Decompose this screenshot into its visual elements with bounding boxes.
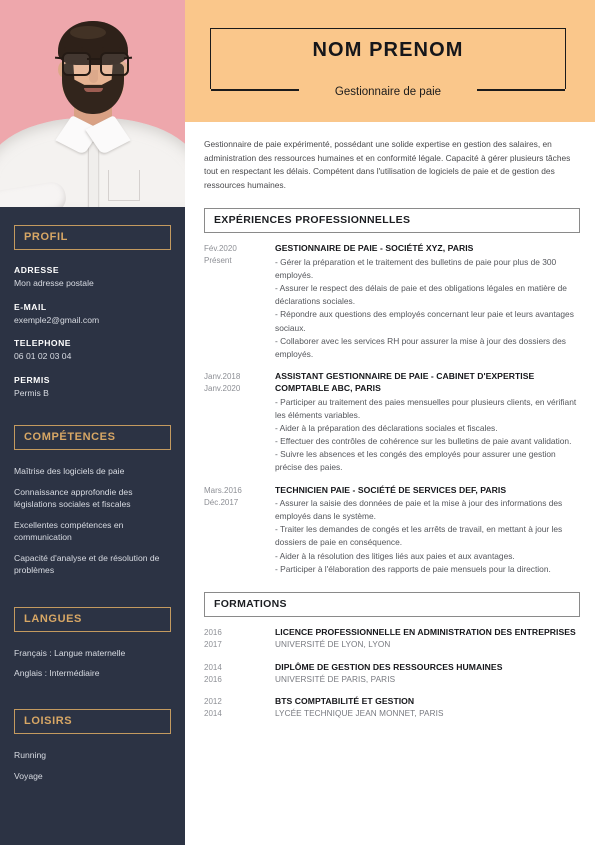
list-item: Français : Langue maternelle <box>14 647 126 658</box>
list-item: Connaissance approfondie des législations sociales et fiscales <box>14 486 133 510</box>
sidebar <box>0 0 185 845</box>
profile-summary: Gestionnaire de paie expérimenté, possédant une solide expertise en gestion des salaires, en administration des ressources humaines et en conformité légale. Capacité à gérer plusieurs tâches tout en respectant les délais. Compétent dans l'utilisation de logiciels de paie et de gestion des ressources humaines. <box>204 139 571 190</box>
sidebar-field-adresse <box>14 265 171 290</box>
section-heading-label: EXPÉRIENCES PROFESSIONNELLES <box>214 214 411 227</box>
date-end: 2014 <box>204 709 222 718</box>
section-heading-education <box>204 592 580 617</box>
job-title-text: Gestionnaire de paie <box>324 86 452 98</box>
sidebar-section-loisirs <box>14 709 171 782</box>
entry-title: DIPLÔME DE GESTION DES RESSOURCES HUMAINES <box>275 661 503 672</box>
entry-dates <box>204 661 275 687</box>
field-label: E-MAIL <box>14 301 47 312</box>
date-start: 2014 <box>204 662 222 672</box>
education-entry <box>204 695 580 721</box>
date-end: Déc.2017 <box>204 497 239 507</box>
main-column <box>185 0 600 848</box>
photo-eyebrow-left <box>64 47 83 51</box>
section-heading-experience <box>204 208 580 233</box>
entry-bullet: - Répondre aux questions des employés concernant leur paie et leurs avantages sociaux. <box>275 309 574 333</box>
sidebar-heading-loisirs <box>14 709 171 734</box>
page-title: NOM PRENOM <box>312 39 464 61</box>
list-item: Running <box>14 750 47 761</box>
entry-bullet: - Effectuer des contrôles de cohérence sur les bulletins de paie avant validation. <box>275 436 572 447</box>
entry-body <box>275 695 580 721</box>
sidebar-heading-label: PROFIL <box>24 231 68 243</box>
education-entry <box>204 626 580 652</box>
entry-bullet: - Participer à l'élaboration des rapports de paie mensuels pour la direction. <box>275 563 551 574</box>
entry-institution: LYCÉE TECHNIQUE JEAN MONNET, PARIS <box>275 709 444 719</box>
date-end: Présent <box>204 256 232 266</box>
entry-body <box>275 370 580 475</box>
sidebar-heading-competences <box>14 425 171 450</box>
photo-mouth <box>84 88 103 92</box>
photo-glasses-bridge <box>87 58 100 60</box>
sidebar-field-email <box>14 302 171 327</box>
date-start: Mars.2016 <box>204 485 242 495</box>
experience-entry <box>204 242 580 361</box>
entry-bullet: - Aider à la préparation des déclarations sociales et fiscales. <box>275 422 498 433</box>
list-item: Capacité d'analyse et de résolution de problèmes <box>14 552 160 576</box>
date-start: Janv.2018 <box>204 372 241 382</box>
profile-photo <box>0 0 185 207</box>
entry-title: TECHNICIEN PAIE - SOCIÉTÉ DE SERVICES DEF, PARIS <box>275 484 507 495</box>
sidebar-heading-label: LOISIRS <box>24 715 73 728</box>
sidebar-section-competences <box>14 425 171 576</box>
entry-bullet: - Aider à la résolution des litiges liés aux paies et aux avantages. <box>275 550 515 561</box>
entry-body <box>275 661 580 687</box>
entry-dates <box>204 242 275 361</box>
photo-eyebrow-right <box>102 47 121 51</box>
entry-body <box>275 242 580 361</box>
entry-dates <box>204 626 275 652</box>
sidebar-content <box>0 207 185 782</box>
spacer <box>14 411 171 425</box>
sidebar-heading-label: COMPÉTENCES <box>24 431 116 444</box>
entry-institution: UNIVERSITÉ DE LYON, LYON <box>275 640 391 650</box>
field-value: exemple2@gmail.com <box>14 314 100 325</box>
sidebar-field-permis <box>14 375 171 400</box>
entry-body <box>275 484 580 576</box>
sidebar-heading-profil <box>14 225 171 250</box>
entry-bullet: - Collaborer avec les services RH pour assurer la mise à jour des dossiers des employés. <box>275 335 566 359</box>
list-item: Voyage <box>14 770 43 781</box>
field-value: Mon adresse postale <box>14 278 94 288</box>
entry-body <box>275 626 580 652</box>
field-value: Permis B <box>14 387 49 398</box>
date-start: Fév.2020 <box>204 244 237 254</box>
field-label: TELEPHONE <box>14 338 72 349</box>
field-label: PERMIS <box>14 374 50 385</box>
date-end: 2016 <box>204 674 222 684</box>
sidebar-heading-label: LANGUES <box>24 612 82 625</box>
entry-dates <box>204 695 275 721</box>
list-item: Excellentes compétences en communication <box>14 519 124 543</box>
entry-title: ASSISTANT GESTIONNAIRE DE PAIE - CABINET D'EXPERTISE COMPTABLE ABC, PARIS <box>275 371 535 394</box>
sidebar-heading-langues <box>14 607 171 632</box>
education-list <box>204 626 580 721</box>
section-heading-label: FORMATIONS <box>214 598 287 610</box>
photo-glasses-left-lens <box>62 52 91 76</box>
sidebar-section-profil <box>14 225 171 399</box>
entry-bullet: - Suivre les absences et les congés des employés pour assurer une gestion précise des paies. <box>275 449 556 473</box>
name-banner-frame <box>210 28 566 98</box>
entry-institution: UNIVERSITÉ DE PARIS, PARIS <box>275 674 396 684</box>
entry-bullet: - Assurer le respect des délais de paie et des obligations légales en matière de déclarations sociales. <box>275 283 567 307</box>
entry-bullet: - Gérer la préparation et le traitement des bulletins de paie pour plus de 300 employés. <box>275 256 557 280</box>
entry-bullet: - Traiter les demandes de congés et les arrêts de travail, en mettant à jour les dossiers de paie en conséquence. <box>275 524 563 548</box>
field-value: 06 01 02 03 04 <box>14 351 72 362</box>
photo-shirt-pocket <box>108 170 140 201</box>
date-end: Janv.2020 <box>204 384 241 394</box>
entry-title: LICENCE PROFESSIONNELLE EN ADMINISTRATION DES ENTREPRISES <box>275 627 576 637</box>
sidebar-section-langues <box>14 607 171 680</box>
spacer <box>14 585 171 607</box>
entry-title: GESTIONNAIRE DE PAIE - SOCIÉTÉ XYZ, PARIS <box>275 243 474 254</box>
photo-shirt-placket <box>89 143 98 207</box>
experience-entry <box>204 370 580 475</box>
entry-dates <box>204 370 275 475</box>
spacer <box>14 687 171 709</box>
entry-title: BTS COMPTABILITÉ ET GESTION <box>275 696 415 706</box>
name-banner <box>185 0 595 122</box>
list-item: Anglais : Intermédiaire <box>14 668 100 678</box>
job-title <box>211 86 565 98</box>
entry-bullet: - Participer au traitement des paies mensuelles pour plusieurs clients, en vérifiant les éléments variables. <box>275 396 577 420</box>
field-label: ADRESSE <box>14 265 60 275</box>
date-start: 2012 <box>204 697 222 706</box>
photo-glasses-right-lens <box>100 52 129 76</box>
list-item: Maîtrise des logiciels de paie <box>14 466 125 477</box>
entry-dates <box>204 484 275 576</box>
date-end: 2017 <box>204 640 222 649</box>
experience-entry <box>204 484 580 576</box>
entry-bullet: - Assurer la saisie des données de paie et la mise à jour des informations des employés dans le système. <box>275 497 563 522</box>
experience-list <box>204 242 580 576</box>
sidebar-field-telephone <box>14 338 171 363</box>
education-entry <box>204 661 580 687</box>
date-start: 2016 <box>204 628 222 637</box>
